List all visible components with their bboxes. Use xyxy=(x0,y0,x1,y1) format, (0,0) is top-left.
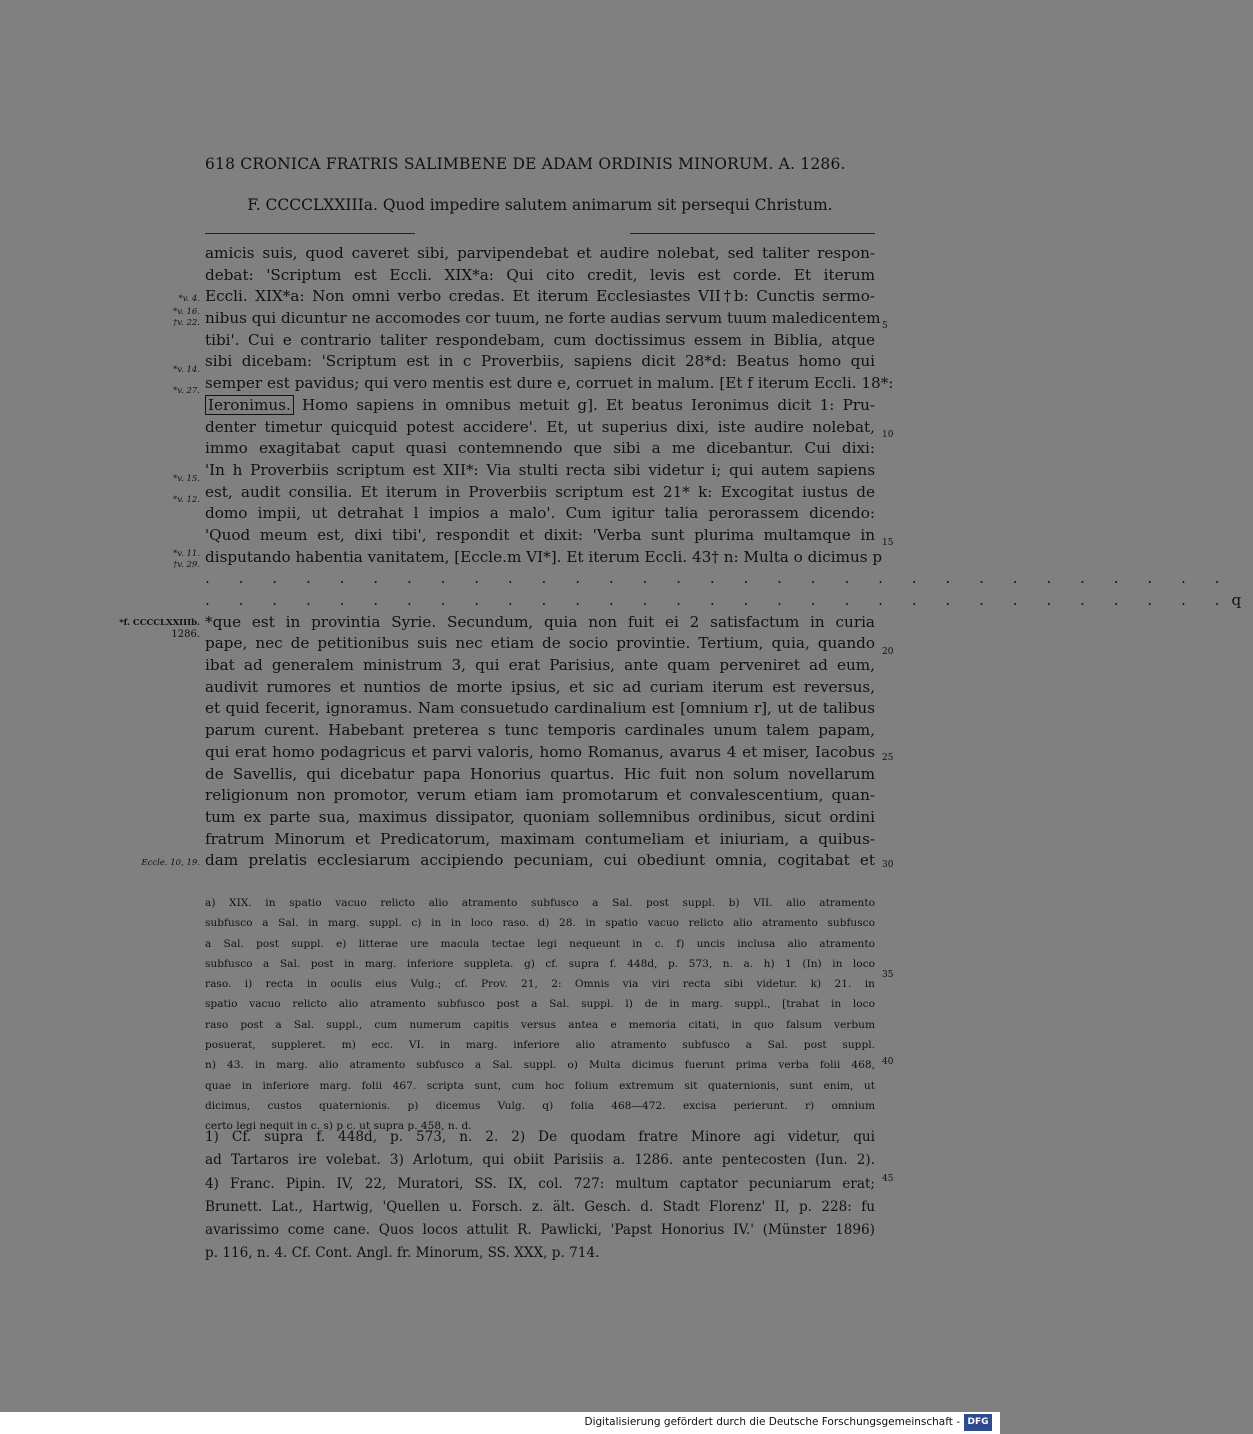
apparatus-line: certo legi nequit in c. s) p c. ut supra p. 458, n. d. xyxy=(205,1120,472,1133)
text-line: sibi dicebam: 'Scriptum est in c Proverbiis, sapiens dicit 28*d: Beatus homo qui xyxy=(205,352,875,371)
commentary-line: avarissimo come cane. Quos locos attulit R. Pawlicki, 'Papst Honorius IV.' (Münster 1896) xyxy=(205,1222,875,1239)
apparatus-line: a Sal. post suppl. e) litterae ure macula tectae legi nequeunt in c. f) uncis inclusa alio atramento xyxy=(205,937,875,950)
lacuna-dots: . . . . . . . . . . . . . . . . . . . . . . . . . . . . . . . xyxy=(205,569,1232,588)
text-line: nibus qui dicuntur ne accomodes cor tuum, ne forte audias servum tuum maledicentem xyxy=(205,309,881,328)
text-line: debat: 'Scriptum est Eccli. XIX*a: Qui cito credit, levis est corde. Et iterum xyxy=(205,265,875,284)
line-number: 25 xyxy=(882,753,894,763)
text-line: est, audit consilia. Et iterum in Proverbiis scriptum est 21* k: Excogitat iustus de xyxy=(205,482,875,501)
text-line: audivit rumores et nuntios de morte ipsius, et sic ad curiam iterum est reversus, xyxy=(205,677,875,696)
apparatus-line: a) XIX. in spatio vacuo relicto alio atramento subfusco a Sal. post suppl. b) VII. alio atramento xyxy=(205,897,875,909)
apparatus-line: posuerat, suppleret. m) ecc. VI. in marg. inferiore alio atramento subfusco a Sal. post suppl. xyxy=(205,1039,875,1052)
text-line: dam prelatis ecclesiarum accipiendo pecuniam, cui obediunt omnia, cogitabat et xyxy=(205,851,875,870)
text-line: amicis suis, quod caveret sibi, parvipendebat et audire nolebat, sed taliter respon- xyxy=(205,244,875,262)
margin-note: *v. 12. xyxy=(173,495,200,505)
text-line: et quid fecerit, ignoramus. Nam consuetudo cardinalium est [omnium r], ut de talibus xyxy=(205,699,875,718)
year-marker: 1286. xyxy=(171,629,200,640)
apparatus-line: quae in inferiore marg. folii 467. scripta sunt, cum hoc folium extremum sit quaternionis, sunt enim, ut xyxy=(205,1079,875,1092)
line-number: 20 xyxy=(882,647,894,657)
apparatus-line: raso post a Sal. suppl., cum numerum capitis versus antea e memoria citati, in quo falsum verbum xyxy=(205,1018,875,1031)
margin-note: †v. 29. xyxy=(173,560,200,570)
line-number: 5 xyxy=(882,321,888,331)
apparatus-line: n) 43. in marg. alio atramento subfusco a Sal. suppl. o) Multa dicimus fuerunt prima verba folii 468, xyxy=(205,1059,875,1072)
apparatus-line: dicimus, custos quaternionis. p) dicemus Vulg. q) folia 468—472. excisa perierunt. r) omnium xyxy=(205,1099,875,1112)
folio-heading: F. CCCCLXXIIIa. Quod impedire salutem animarum sit persequi Christum. xyxy=(247,196,833,214)
margin-note: *v. 14. xyxy=(173,365,200,375)
apparatus-line: subfusco a Sal. post in marg. inferiore suppleta. g) cf. supra f. 448d, p. 573, n. a. h) 1 (In) in loco xyxy=(205,957,875,970)
text-line: immo exagitabat caput quasi contemnendo que sibi a me dicebantur. Cui dixi: xyxy=(205,439,875,458)
text-line: domo impii, ut detrahat l impios a malo'. Cum igitur talia perorassem dicendo: xyxy=(205,504,875,523)
text-line: tibi'. Cui e contrario taliter respondebam, cum doctissimus essem in Biblia, atque xyxy=(205,330,875,349)
text-line: de Savellis, qui dicebatur papa Honorius quartus. Hic fuit non solum novellarum xyxy=(205,764,875,783)
text-line: disputando habentia vanitatem, [Eccle.m VI*]. Et iterum Eccli. 43† n: Multa o dicimus p xyxy=(205,547,883,566)
commentary-line: p. 116, n. 4. Cf. Cont. Angl. fr. Minorum, SS. XXX, p. 714. xyxy=(205,1245,600,1262)
margin-note: *v. 27. xyxy=(173,386,200,396)
dfg-logo: DFG xyxy=(964,1414,992,1431)
commentary-line: ad Tartaros ire volebat. 3) Arlotum, qui obiit Parisiis a. 1286. ante pentecosten (Iun. 2). xyxy=(205,1152,875,1169)
line-number: 10 xyxy=(882,430,894,440)
text-line: fratrum Minorum et Predicatorum, maximam contumeliam et iniuriam, a quibus- xyxy=(205,829,875,848)
text-line: ibat ad generalem ministrum 3, qui erat Parisius, ante quam perveniret ad eum, xyxy=(205,656,875,675)
margin-note: *v. 15. xyxy=(173,474,200,484)
text-line: *que est in provintia Syrie. Secundum, quia non fuit ei 2 satisfactum in curia xyxy=(205,612,875,631)
text-line: tum ex parte sua, maximus dissipator, quoniam sollemnibus ordinibus, sicut ordini xyxy=(205,807,875,826)
margin-note: *v. 11. xyxy=(173,549,200,559)
critical-apparatus xyxy=(205,893,875,1137)
divider-rule xyxy=(205,233,415,234)
text-line: 'Quod meum est, dixi tibi', respondit et dixit: 'Verba sunt plurima multamque in xyxy=(205,525,875,544)
line-number: 35 xyxy=(882,970,894,980)
text-line: Ieronimus. Homo sapiens in omnibus metuit g]. Et beatus Ieronimus dicit 1: Pru- xyxy=(205,395,875,417)
text-line: religionum non promotor, verum etiam iam promotarum et convalescentium, quan- xyxy=(205,786,875,805)
apparatus-line: subfusco a Sal. in marg. suppl. c) in in loco raso. d) 28. in spatio vacuo relicto alio atramento subfusco xyxy=(205,917,875,930)
line-number: 30 xyxy=(882,860,894,870)
text-line: denter timetur quicquid potest accidere'. Et, ut superius dixi, iste audire nolebat, xyxy=(205,417,875,436)
margin-note: Eccle. 10, 19. xyxy=(141,858,200,868)
commentary-line: Brunett. Lat., Hartwig, 'Quellen u. Forsch. z. ält. Gesch. d. Stadt Florenz' II, p. 228: fu xyxy=(205,1198,875,1215)
divider-rule xyxy=(630,233,875,234)
margin-note: *v. 4. xyxy=(178,294,200,304)
text-line: Eccli. XIX*a: Non omni verbo credas. Et iterum Ecclesiastes VII†b: Cunctis sermo- xyxy=(205,287,875,306)
text-line: 'In h Proverbiis scriptum est XII*: Via stulti recta sibi videtur i; qui autem sapiens xyxy=(205,460,875,479)
lacuna-dots: . . . . . . . . . . . . . . . . . . . . . . . . . . . . . . .q xyxy=(205,591,1253,609)
apparatus-line: raso. i) recta in oculis eius Vulg.; cf. Prov. 21, 2: Omnis via viri recta sibi videtur. k) 21. in xyxy=(205,978,875,991)
folio-marker: *f. CCCCLXXIIIb. xyxy=(119,618,200,628)
funding-notice: Digitalisierung gefördert durch die Deutsche Forschungsgemeinschaft - xyxy=(584,1416,960,1428)
text-line: semper est pavidus; qui vero mentis est dure e, corruet in malum. [Et f iterum Eccli. 18*: xyxy=(205,374,894,393)
boxed-word: Ieronimus. xyxy=(205,395,294,415)
text-line: parum curent. Habebant preterea s tunc temporis cardinales unum talem papam, xyxy=(205,721,875,740)
commentary-notes xyxy=(205,1126,875,1266)
margin-note: †v. 22. xyxy=(173,318,200,328)
commentary-line: 1) Cf. supra f. 448d, p. 573, n. 2. 2) De quodam fratre Minore agi videtur, qui xyxy=(205,1129,875,1145)
text-line: pape, nec de petitionibus suis nec etiam de socio provintie. Tertium, quia, quando xyxy=(205,634,875,653)
apparatus-line: spatio vacuo relicto alio atramento subfusco post a Sal. suppl. l) de in marg. suppl., [trahat in loco xyxy=(205,998,875,1011)
running-head: 618 CRONICA FRATRIS SALIMBENE DE ADAM ORDINIS MINORUM. A. 1286. xyxy=(205,155,846,173)
margin-note: *v. 16. xyxy=(173,307,200,317)
line-number: 40 xyxy=(882,1057,894,1067)
line-number: 15 xyxy=(882,538,894,548)
text-line: qui erat homo podagricus et parvi valoris, homo Romanus, avarus 4 et miser, Iacobus xyxy=(205,742,875,761)
line-number: 45 xyxy=(882,1174,894,1184)
commentary-line: 4) Franc. Pipin. IV, 22, Muratori, SS. IX, col. 727: multum captator pecuniarum erat; xyxy=(205,1175,875,1192)
